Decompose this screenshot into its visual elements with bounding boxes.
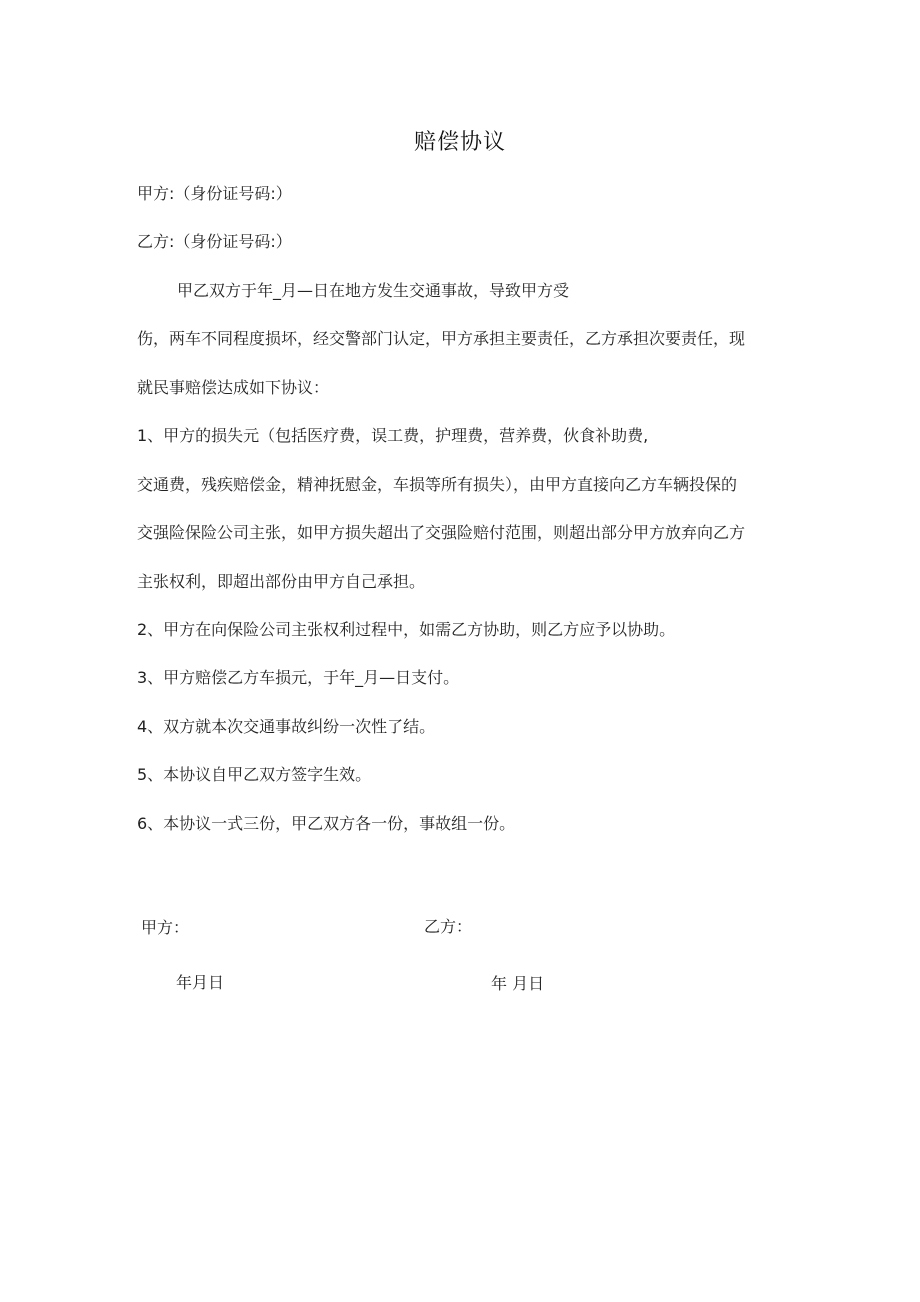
paragraph-line: 就民事赔偿达成如下协议： [137, 378, 330, 397]
signature-party-b-label: 乙方： [424, 917, 473, 936]
clause-1-line: 交通费，残疾赔偿金，精神抚慰金，车损等所有损失），由甲方直接向乙方车辆投保的 [137, 475, 738, 494]
clause-3-line: 3、甲方赔偿乙方车损元，于年_月—日支付。 [137, 668, 460, 687]
clause-1-line: 主张权利，即超出部份由甲方自己承担。 [137, 572, 426, 591]
paragraph-line: 甲乙双方于年_月—日在地方发生交通事故，导致甲方受 [177, 281, 570, 300]
clause-1-line: 交强险保险公司主张，如甲方损失超出了交强险赔付范围，则超出部分甲方放弃向乙方 [137, 523, 746, 542]
clause-6-line: 6、本协议一式三份，甲乙双方各一份，事故组一份。 [137, 814, 516, 833]
clause-5-line: 5、本协议自甲乙双方签字生效。 [137, 765, 372, 784]
party-b-line: 乙方:（身份证号码:） [137, 232, 292, 251]
clause-2-line: 2、甲方在向保险公司主张权利过程中，如需乙方协助，则乙方应予以协助。 [137, 620, 676, 639]
signature-party-a-label: 甲方： [141, 918, 190, 937]
signature-party-a-date: 年月日 [176, 973, 225, 992]
party-a-line: 甲方:（身份证号码:） [137, 184, 292, 203]
clause-1-line: 1、甲方的损失元（包括医疗费，误工费，护理费，营养费，伙食补助费, [137, 426, 649, 445]
clause-4-line: 4、双方就本次交通事故纠纷一次性了结。 [137, 717, 436, 736]
signature-party-b-date: 年 月日 [491, 974, 545, 993]
paragraph-line: 伤，两车不同程度损坏，经交警部门认定，甲方承担主要责任，乙方承担次要责任，现 [137, 329, 746, 348]
document-title: 赔偿协议 [413, 130, 506, 155]
